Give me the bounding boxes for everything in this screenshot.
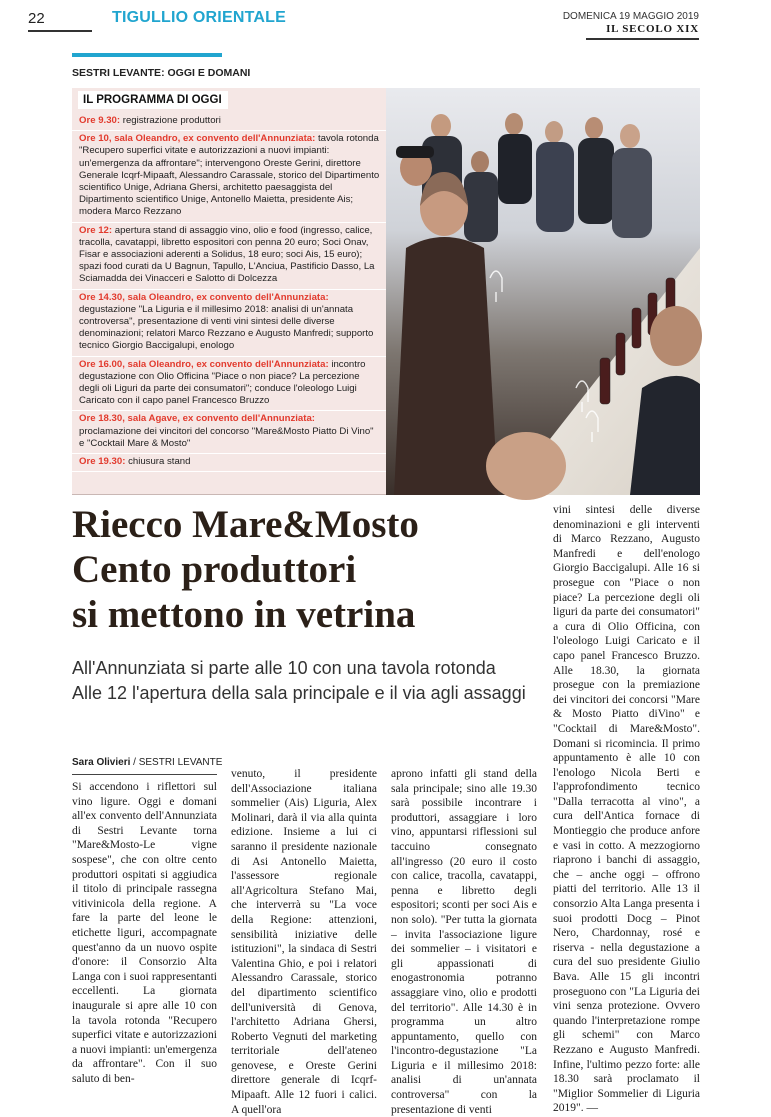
program-time: Ore 18.30, sala Agave, ex convento dell'Annunziata: — [79, 413, 315, 425]
program-item — [72, 357, 386, 412]
body-column-4: vini sintesi delle diverse denominazioni e gli interventi di Marco Rezzano, Augusto Manfredi e dell'enologo Giorgio Baccigalupi. Alle 16 si prosegue con "Piace o non piace? La percezione degli oli liguri da parte dei consumatori" a cura di Olio Officina, con l'oleologo Luigi Caricato e il capo panel Francesco Bruzzo. Alle 18.30, la giornata prosegue con la premiazione dei vincitori dei concorsi "Mare & Mosto Piatto diVino" e "Cocktail di Mare&Mosto". Domani si ricomincia. Il primo appuntamento è alle 10 con l'enologo Nicola Berti e l'approfondimento tecnico "Dalla terracotta al vino", a cura dell'Antica fornace di Montieggio che produce anfore e vasi in cotto. A mezzogiorno riaprono i banchi di assaggio, che – anche oggi – offrono piatti del territorio. Alle 13 il consorzio Alta Langa presenta i suoi prodotti Docg – Pinot Nero, Chardonnay, rosé e riserva - nella degustazione a cura del suo presidente Giulio Bava. Alle 15 gli incontri proseguono con "La Liguria dei vini senza protezione. Ovvero quando l'interpretazione rompe gli schemi" con Marco Rezzano e Augusto Manfredi. Infine, l'ultimo pezzo forte: alle 18.30 sarà proclamato il "Miglior Sommelier di Liguria 2019". — — [553, 504, 700, 1115]
program-description: tavola rotonda "Recupero superfici vitate e autorizzazioni a nuovi impianti: un'emergenza da affrontare"; intervengono Oreste Gerini, direttore Generale Icqrf-Mipaaft, Alessandro Carassale, storico del Dipartimento scientifico Unige, Adriana Ghersi, architetto paesaggista del Dipartimento scientifico Unige, Antonello Maietta, presidente Ais; modera Marco Rezzano — [79, 133, 380, 218]
program-description: registrazione produttori — [120, 115, 221, 126]
program-item — [72, 223, 386, 290]
newspaper-masthead: IL SECOLO XIX — [606, 23, 699, 35]
byline-author: Sara Olivieri — [72, 757, 131, 768]
issue-date: DOMENICA 19 MAGGIO 2019 — [562, 11, 699, 22]
program-description: degustazione "La Liguria e il millesimo 2018: analisi di un'annata controversa", presentazione di venti vini sintesi delle diverse denominazioni; relatori Marco Rezzano e Augusto Manfredi; supporto tecnico Giorgio Baccigalupi, enologo — [79, 303, 374, 352]
page-number: 22 — [28, 10, 45, 27]
program-item — [72, 131, 386, 222]
program-list — [72, 113, 386, 472]
program-item — [72, 113, 386, 131]
byline — [72, 757, 222, 768]
headline-line: Riecco Mare&Mosto — [72, 503, 419, 546]
body-column-1: Si accendono i riflettori sul vino ligure. Oggi e domani all'ex convento dell'Annunziata di Sestri Levante torna "Mare&Mosto-Le vigne sospese", che con oltre cento produttori ospitati si aggiudica il titolo di principale rassegna vitivinicola della regione. A fare la parte del leone le etichette liguri, accompagnate quest'anno da un nuovo ospite d'onore: il Consorzio Alta Langa con i suoi rappresentanti eccellenti. La giornata inaugurale si apre alle 10 con la tavola rotonda "Recupero superfici vitate e autorizzazioni a nuovi impianti: un'emergenza da affrontare". Con il suo saluto di ben- — [72, 781, 217, 1085]
body-column-2: venuto, il presidente dell'Associazione italiana sommelier (Ais) Liguria, Alex Molinari, darà il via alla quinta edizione. Insieme a lui ci saranno il presidente nazionale di Asi Antonello Maietta, l'assessore regionale all'Agricoltura Stefano Mai, che interverrà su "La voce della Regione: attenzioni, sensibilità iniziative delle istituzioni", la sindaca di Sestri Valentina Ghio, e poi i relatori Alessandro Carassale, storico del dipartimento scientifico dell'università di Genova, l'architetto Adriana Ghersi, Roberto Vegnuti del marketing territoriale dell'ateneo genovese, e Oreste Gerini direttore generale di Icqrf-Mipaaft. Alle 12 fuori i calici. A quell'ora — [231, 768, 377, 1116]
program-description: incontro degustazione con Olio Officina "Piace o non piace? La percezione degli oli Liguri da parte dei consumatori"; conduce l'oleologo Luigi Caricato con il capo panel Francesco Bruzzo — [79, 358, 366, 407]
wine-tasting-crowd-image — [386, 88, 700, 495]
program-time: Ore 16.00, sala Oleandro, ex convento dell'Annunziata: — [79, 358, 329, 370]
program-time: Ore 10, sala Oleandro, ex convento dell'Annunziata: — [79, 133, 316, 145]
program-item — [72, 290, 386, 357]
program-description: chiusura stand — [125, 456, 191, 468]
program-time: Ore 19.30: — [79, 456, 126, 468]
headline — [72, 502, 550, 637]
subheadline-line: All'Annunziata si parte alle 10 con una tavola rotonda — [72, 658, 496, 678]
headline-line: si mettono in vetrina — [72, 593, 416, 636]
program-time: Ore 9.30: — [79, 115, 121, 126]
program-item — [72, 411, 386, 454]
section-title: TIGULLIO ORIENTALE — [112, 9, 286, 26]
headline-line: Cento produttori — [72, 548, 357, 591]
header-rule-right — [586, 38, 699, 40]
article-kicker: SESTRI LEVANTE: OGGI E DOMANI — [72, 67, 251, 79]
program-description: proclamazione dei vincitori del concorso "Mare&Mosto Piatto Di Vino" e "Cocktail Mare & Mosto" — [79, 425, 374, 449]
byline-rule — [72, 774, 217, 775]
program-time: Ore 14.30, sala Oleandro, ex convento dell'Annunziata: — [79, 291, 329, 303]
byline-location: / SESTRI LEVANTE — [130, 757, 223, 768]
body-column-3: aprono infatti gli stand della sala principale; sino alle 19.30 sarà possibile incontrare i produttori, assaggiare i loro vino, appuntarsi riflessioni sul taccuino consegnato all'ingresso (20 euro il costo con calice, tracolla, cavatappi, penna e libretto degli espositori; sconti per soci Ais e non solo). "Per tutta la giornata – invita l'associazione ligure dei sommelier – i visitatori e gli appassionati di enogastronomia potranno assaggiare vino, olio e prodotti del territorio". Alle 14.30 è in programma un altro appuntamento, quello con l'incontro-degustazione "La Liguria e il millesimo 2018: analisi di un'annata controversa" con la presentazione di venti — [391, 768, 537, 1116]
program-title: IL PROGRAMMA DI OGGI — [78, 91, 228, 109]
program-description: apertura stand di assaggio vino, olio e food (ingresso, calice, tracolla, cavatappi, libretto espositori con penna 20 euro; Soci Onav, Fisar e associazioni aderenti a Solidus, 18 euro; soci Ais, 15 euro); spazi food curati da U Bagnun, Tapullo, L'Anciua, Pastificio Dasso, La Sciamadda dei Vinacceri e Salotto di Dolcezza — [79, 224, 375, 285]
program-box — [72, 88, 386, 495]
subheadline — [72, 656, 550, 706]
program-time: Ore 12: — [79, 224, 113, 236]
subheadline-line: Alle 12 l'apertura della sala principale e il via agli assaggi — [72, 683, 526, 703]
program-item — [72, 454, 386, 472]
event-photo — [386, 88, 700, 495]
header-rule-left — [28, 30, 92, 32]
accent-bar — [72, 53, 222, 57]
